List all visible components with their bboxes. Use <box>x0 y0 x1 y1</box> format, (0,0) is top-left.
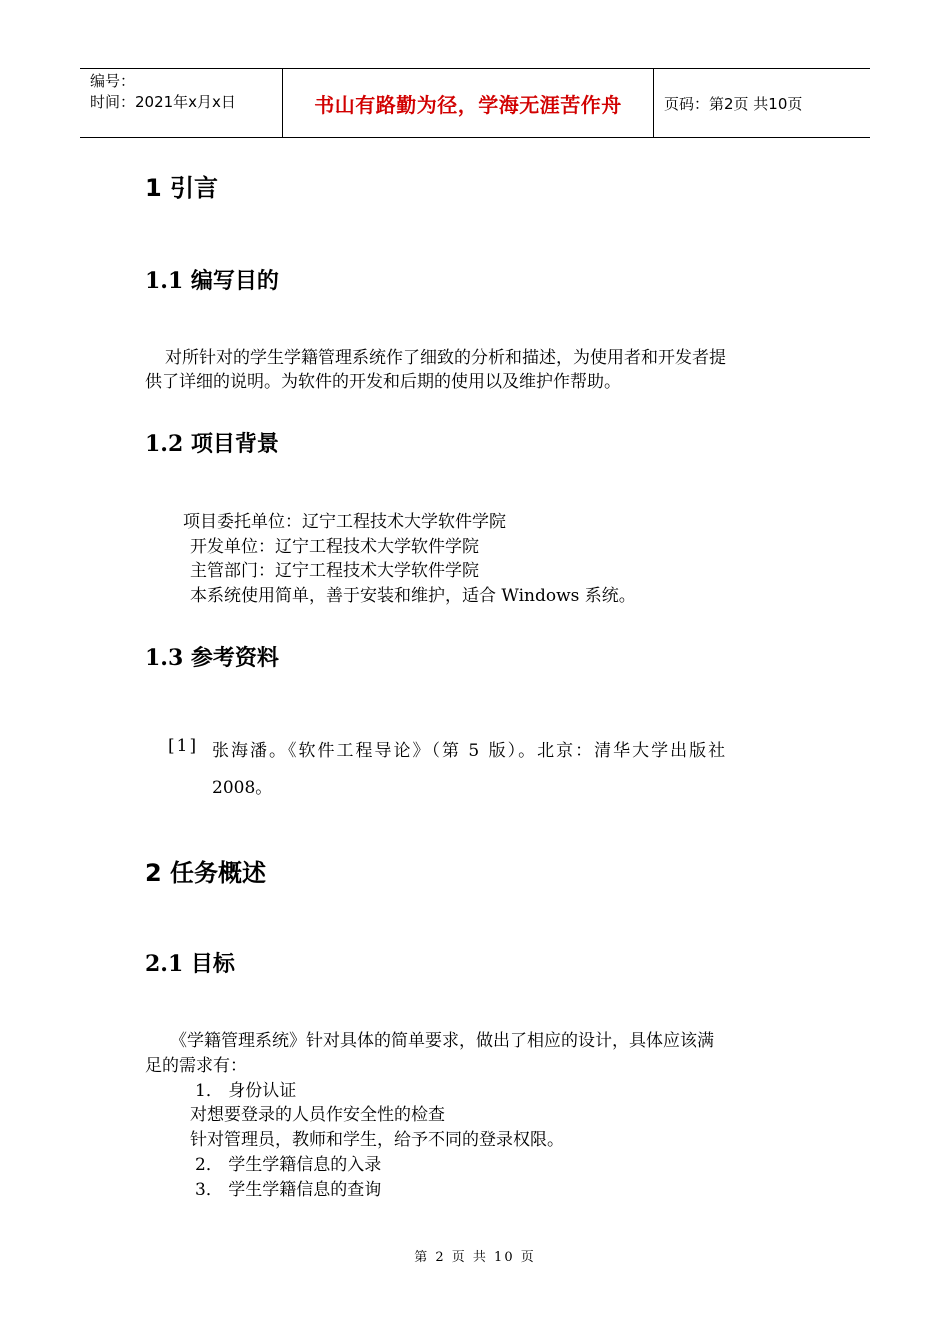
bg-line-2: 开发单位：辽宁工程技术大学软件学院 <box>190 537 479 557</box>
heading-2-1: 2.1 目标 <box>145 951 235 977</box>
goal-item-1-desc2: 针对管理员，教师和学生，给予不同的登录权限。 <box>190 1130 564 1150</box>
para-2-1-line1: 《学籍管理系统》针对具体的简单要求，做出了相应的设计，具体应该满 <box>170 1031 714 1051</box>
goal-item-3: 3． 学生学籍信息的查询 <box>195 1180 382 1200</box>
header-motto: 书山有路勤为径，学海无涯苦作舟 <box>282 69 654 137</box>
heading-1: 1 引言 <box>145 174 219 202</box>
time-label: 时间：2021年x月x日 <box>90 93 236 111</box>
goal-item-1-desc: 对想要登录的人员作安全性的检查 <box>190 1105 445 1125</box>
heading-1-3: 1.3 参考资料 <box>145 645 279 671</box>
goal-item-1: 1． 身份认证 <box>195 1081 297 1101</box>
page-header <box>80 68 870 138</box>
bg-line-1: 项目委托单位：辽宁工程技术大学软件学院 <box>183 512 506 532</box>
number-label: 编号： <box>90 72 136 90</box>
header-page-label: 页码：第2页 共10页 <box>664 94 803 113</box>
para-2-1-line2: 足的需求有： <box>145 1056 247 1076</box>
bg-line-3: 主管部门：辽宁工程技术大学软件学院 <box>190 561 479 581</box>
page-footer: 第 2 页 共 10 页 <box>414 1250 536 1265</box>
heading-1-2: 1.2 项目背景 <box>145 431 279 457</box>
goal-item-2: 2． 学生学籍信息的入录 <box>195 1155 382 1175</box>
ref-line1: 张海潘。《软件工程导论》（第 5 版）。北京：清华大学出版社 <box>212 741 728 761</box>
header-meta <box>80 69 282 137</box>
bg-line-4: 本系统使用简单，善于安装和维护，适合 Windows 系统。 <box>190 586 636 606</box>
ref-number: [1] <box>168 736 199 756</box>
para-1-1-line1: 对所针对的学生学籍管理系统作了细致的分析和描述，为使用者和开发者提 <box>165 348 726 368</box>
para-1-1-line2: 供了详细的说明。为软件的开发和后期的使用以及维护作帮助。 <box>145 372 621 392</box>
ref-line2: 2008。 <box>212 778 273 798</box>
heading-1-1: 1.1 编写目的 <box>145 268 279 294</box>
heading-2: 2 任务概述 <box>145 859 267 887</box>
